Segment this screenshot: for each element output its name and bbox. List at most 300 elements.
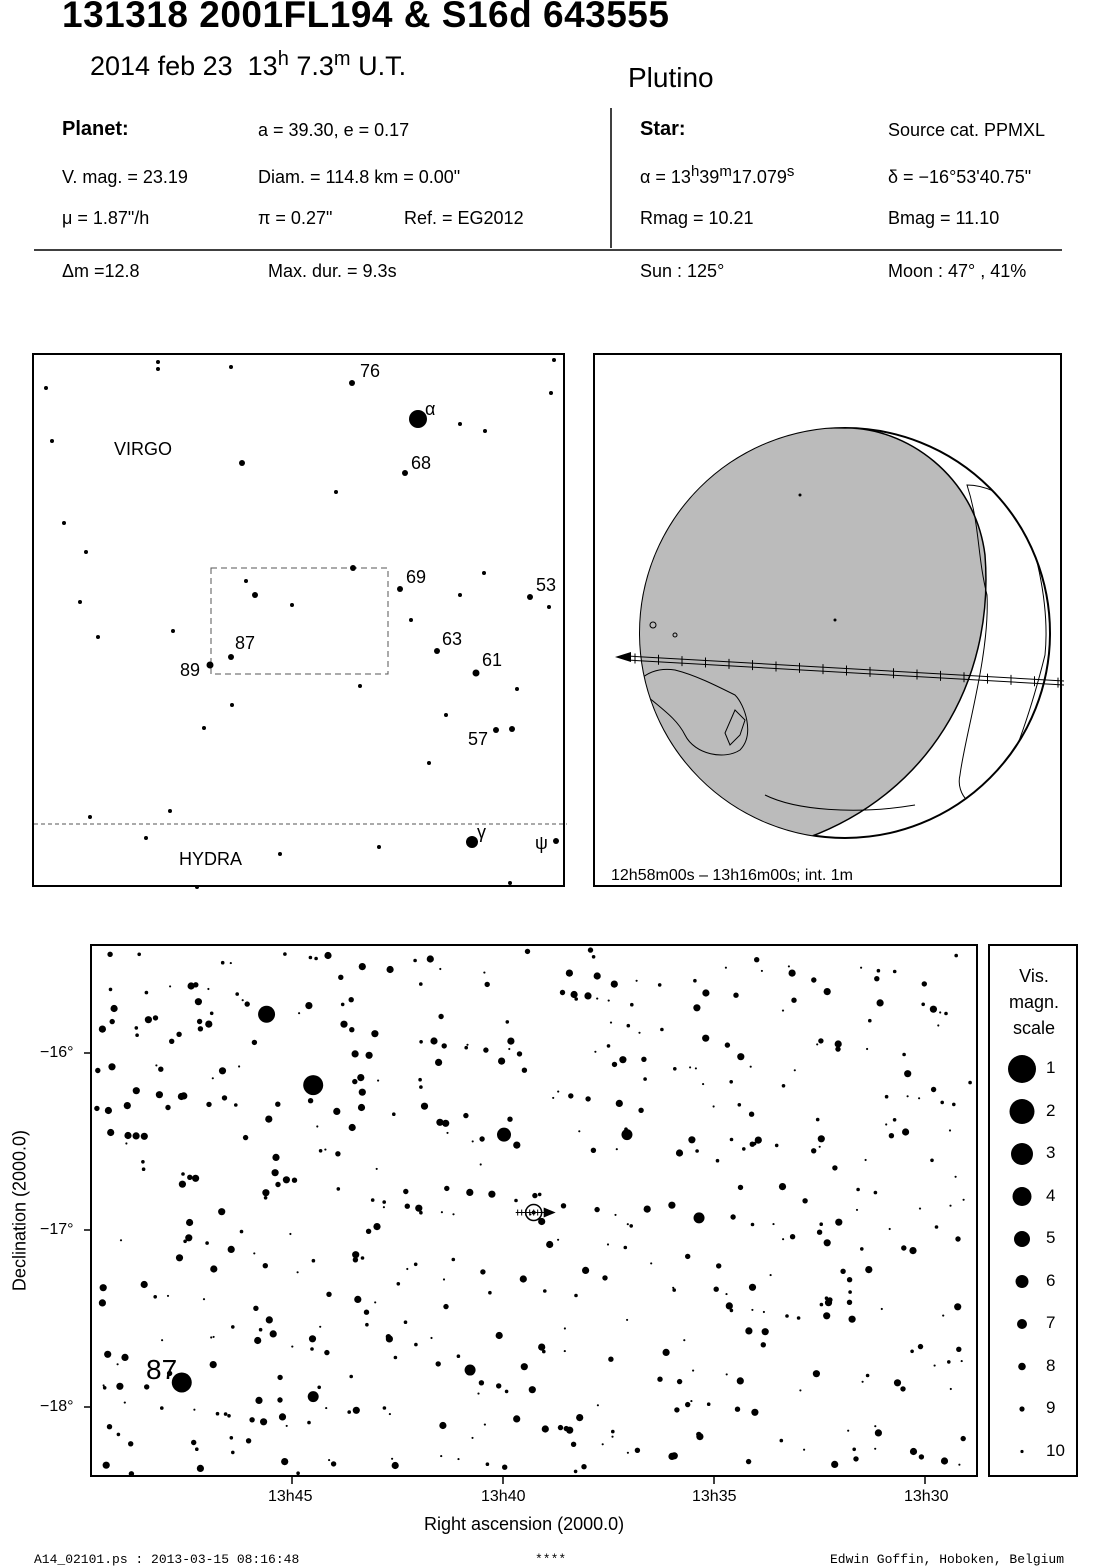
field-star xyxy=(222,1095,227,1100)
field-star xyxy=(270,1330,277,1337)
field-star xyxy=(591,1148,596,1153)
field-star xyxy=(108,1063,115,1070)
field-star xyxy=(852,1448,856,1452)
field-star xyxy=(347,1410,351,1414)
field-star xyxy=(443,1304,448,1309)
bright-star xyxy=(258,1006,275,1023)
field-star xyxy=(505,1390,509,1394)
field-star xyxy=(228,1246,235,1253)
field-star xyxy=(480,1163,482,1165)
field-star xyxy=(831,1461,838,1468)
field-star xyxy=(762,1328,769,1335)
y-tick-label-3: −18° xyxy=(40,1398,74,1415)
field-star xyxy=(788,965,790,967)
object-class: Plutino xyxy=(628,62,714,93)
field-star xyxy=(663,1349,670,1356)
field-star xyxy=(427,955,434,962)
field-star xyxy=(930,1006,937,1013)
field-star xyxy=(216,1412,220,1416)
field-star xyxy=(956,1347,961,1352)
field-star xyxy=(358,1104,365,1111)
field-star xyxy=(254,1337,261,1344)
field-star xyxy=(954,1303,961,1310)
field-star xyxy=(169,1039,174,1044)
x-tick-label-3: 13h35 xyxy=(692,1488,737,1505)
field-star xyxy=(746,1459,751,1464)
sun-elongation: Sun : 125° xyxy=(640,261,725,281)
field-star xyxy=(578,1130,580,1132)
legend-title-3: scale xyxy=(1012,1018,1056,1038)
field-star xyxy=(253,1252,255,1254)
field-star xyxy=(673,1067,677,1071)
star-label-57: 57 xyxy=(468,729,489,749)
field-star xyxy=(325,1407,327,1409)
finder-star xyxy=(230,703,234,707)
field-star xyxy=(479,1136,484,1141)
finder-star xyxy=(44,386,48,390)
field-star xyxy=(275,1102,280,1107)
field-star xyxy=(128,1441,133,1446)
field-star xyxy=(205,1021,212,1028)
bright-star xyxy=(694,1212,705,1223)
legend-dot xyxy=(1014,1231,1030,1247)
field-star xyxy=(797,1316,801,1320)
field-star xyxy=(484,1424,486,1426)
field-star xyxy=(309,956,313,960)
page-title: 131318 2001FL194 & S16d 643555 xyxy=(62,0,670,35)
field-star xyxy=(452,1258,456,1262)
field-star xyxy=(312,1259,316,1263)
field-star xyxy=(496,1383,501,1388)
field-star xyxy=(955,1176,957,1178)
field-star xyxy=(156,1091,163,1098)
field-star xyxy=(324,1149,326,1151)
field-star xyxy=(486,1462,490,1466)
field-star xyxy=(186,1219,193,1226)
field-star xyxy=(726,1373,728,1375)
field-star xyxy=(397,1282,401,1286)
bright-star xyxy=(308,1391,319,1402)
field-star xyxy=(234,1103,238,1107)
field-star xyxy=(485,982,490,987)
field-star xyxy=(213,1336,215,1338)
field-star xyxy=(176,1032,181,1037)
field-star xyxy=(180,1092,187,1099)
field-star xyxy=(775,1144,779,1148)
field-star xyxy=(813,1370,820,1377)
field-star xyxy=(107,952,112,957)
field-star xyxy=(227,1414,231,1418)
field-star xyxy=(725,1293,727,1295)
field-star xyxy=(183,1240,187,1244)
bright-star xyxy=(621,1129,632,1140)
footer-stars: **** xyxy=(535,1552,567,1567)
field-star xyxy=(875,1429,882,1436)
field-star xyxy=(405,1204,410,1209)
field-star xyxy=(922,981,927,986)
finder-star xyxy=(473,670,480,677)
field-star xyxy=(324,1350,329,1355)
field-star xyxy=(255,1397,262,1404)
max-duration: Max. dur. = 9.3s xyxy=(268,261,397,281)
field-star xyxy=(111,1005,118,1012)
field-star xyxy=(893,1118,897,1122)
field-star xyxy=(212,1077,214,1079)
field-star xyxy=(262,1189,269,1196)
legend-label: 7 xyxy=(1046,1313,1056,1332)
field-star xyxy=(472,1140,474,1142)
finder-star xyxy=(427,761,431,765)
field-star xyxy=(283,952,287,956)
field-star xyxy=(392,1112,396,1116)
finder-star xyxy=(239,460,245,466)
delta-mag: Δm =12.8 xyxy=(62,261,140,281)
field-star xyxy=(581,1464,586,1469)
field-star xyxy=(365,1323,369,1327)
field-star xyxy=(436,1119,443,1126)
field-star xyxy=(840,1269,845,1274)
field-star xyxy=(224,1412,228,1416)
field-star xyxy=(259,1328,263,1332)
field-star xyxy=(907,1095,909,1097)
field-star xyxy=(403,1189,408,1194)
field-star xyxy=(353,1407,360,1414)
field-star xyxy=(210,1361,217,1368)
field-star xyxy=(862,1381,864,1383)
field-star xyxy=(466,1044,468,1046)
field-star xyxy=(761,970,763,972)
finder-star xyxy=(552,358,556,362)
field-star xyxy=(297,1271,299,1273)
legend-title-2: magn. xyxy=(1008,992,1060,1012)
field-star xyxy=(638,1108,643,1113)
finder-star xyxy=(458,593,462,597)
field-star xyxy=(588,947,593,952)
field-star xyxy=(611,1430,615,1434)
legend-label: 5 xyxy=(1046,1228,1056,1247)
legend-label: 10 xyxy=(1046,1440,1065,1460)
field-star xyxy=(742,1147,746,1151)
field-star xyxy=(627,1452,629,1454)
field-star xyxy=(763,1311,765,1313)
field-star xyxy=(193,1409,195,1411)
field-star xyxy=(772,1223,774,1225)
field-star xyxy=(683,1339,685,1341)
field-star xyxy=(782,1238,784,1240)
field-star xyxy=(103,1462,110,1469)
field-star xyxy=(574,1470,578,1474)
field-star xyxy=(513,1415,520,1422)
field-star xyxy=(735,1407,740,1412)
field-star xyxy=(155,1064,157,1066)
field-star xyxy=(477,1393,479,1395)
field-star xyxy=(629,1224,633,1228)
finder-stars xyxy=(34,355,567,889)
field-star xyxy=(737,1053,744,1060)
field-star xyxy=(794,1069,796,1071)
field-star xyxy=(452,1213,454,1215)
field-star xyxy=(885,1095,889,1099)
field-star xyxy=(596,998,598,1000)
field-star xyxy=(488,1191,495,1198)
alpha-h: h xyxy=(690,163,700,180)
field-star xyxy=(921,1003,925,1007)
field-star xyxy=(507,1117,512,1122)
field-star xyxy=(440,1455,442,1457)
finder-star xyxy=(88,815,92,819)
footer-file: A14_02101.ps : 2013-03-15 08:16:48 xyxy=(34,1552,300,1567)
field-star xyxy=(192,1175,199,1182)
field-star xyxy=(95,1068,100,1073)
field-star xyxy=(197,1019,202,1024)
field-star xyxy=(520,1275,527,1282)
legend-label: 9 xyxy=(1046,1398,1056,1417)
field-star xyxy=(153,1295,157,1299)
field-star xyxy=(125,1142,127,1144)
field-star xyxy=(608,1357,613,1362)
moon-info: Moon : 47° , 41% xyxy=(888,261,1027,281)
field-star xyxy=(141,1160,145,1164)
field-star xyxy=(910,1448,917,1455)
field-star xyxy=(733,993,738,998)
field-star xyxy=(275,1182,280,1187)
field-star xyxy=(187,1175,192,1180)
field-star xyxy=(860,967,862,969)
field-star xyxy=(961,1360,963,1362)
field-star xyxy=(382,1200,386,1204)
field-star xyxy=(281,1458,288,1465)
finder-star xyxy=(144,836,148,840)
finder-star xyxy=(434,648,440,654)
legend-label: 8 xyxy=(1046,1355,1056,1375)
field-star xyxy=(317,1386,321,1390)
field-star xyxy=(414,1343,418,1347)
field-star xyxy=(205,1241,209,1245)
field-star xyxy=(383,1406,387,1410)
field-star xyxy=(877,999,884,1006)
field-star xyxy=(105,1107,112,1114)
field-star xyxy=(231,1325,235,1329)
field-star xyxy=(266,1316,273,1323)
field-star xyxy=(406,1268,408,1270)
field-star xyxy=(443,1278,445,1280)
field-star xyxy=(630,1003,634,1007)
field-star xyxy=(438,1014,443,1019)
field-star xyxy=(133,1132,140,1139)
field-star xyxy=(856,1188,860,1192)
field-star xyxy=(419,982,423,986)
field-star xyxy=(386,1334,391,1339)
field-star xyxy=(349,997,354,1002)
constellation-virgo: VIRGO xyxy=(114,439,173,459)
finder-star xyxy=(509,726,515,732)
field-star xyxy=(561,1203,566,1208)
legend-dot xyxy=(1017,1319,1027,1329)
field-star xyxy=(483,972,485,974)
field-star xyxy=(607,1044,611,1048)
field-star xyxy=(419,1040,423,1044)
field-star xyxy=(529,1386,536,1393)
field-star xyxy=(292,1178,297,1183)
field-star xyxy=(676,1149,683,1156)
field-star xyxy=(619,1056,626,1063)
field-star xyxy=(277,1375,282,1380)
field-star xyxy=(430,1337,432,1339)
field-star xyxy=(934,1365,936,1367)
field-star xyxy=(525,949,530,954)
planet-vmag: V. mag. = 23.19 xyxy=(62,167,188,187)
field-star xyxy=(305,1002,312,1009)
earth-map xyxy=(593,353,1062,887)
date-text: 2014 feb 23 xyxy=(90,51,233,81)
field-star xyxy=(117,1363,119,1365)
field-star xyxy=(716,1159,720,1163)
field-star xyxy=(874,1425,876,1427)
finder-star xyxy=(483,429,487,433)
field-star xyxy=(383,1206,385,1208)
star-heading: Star: xyxy=(640,118,686,140)
field-star xyxy=(693,1004,700,1011)
field-star xyxy=(263,1263,268,1268)
field-star xyxy=(444,1186,449,1191)
field-star xyxy=(729,1080,733,1084)
field-star xyxy=(749,1112,754,1117)
field-star xyxy=(221,961,225,965)
field-star xyxy=(506,1020,510,1024)
star-bmag: Bmag = 11.10 xyxy=(888,208,1000,228)
field-star xyxy=(135,1033,139,1037)
field-star xyxy=(737,1377,744,1384)
field-star xyxy=(685,1254,690,1259)
field-star xyxy=(608,1000,610,1002)
field-star xyxy=(109,988,113,992)
field-star xyxy=(210,1336,212,1338)
hour-value: 13 xyxy=(247,51,278,81)
field-star xyxy=(751,1223,755,1227)
field-star xyxy=(865,1266,872,1273)
field-star xyxy=(191,1440,196,1445)
field-star xyxy=(658,983,662,987)
field-star xyxy=(439,1422,446,1429)
field-star xyxy=(522,1068,527,1073)
field-star xyxy=(243,1135,248,1140)
star-source: Source cat. PPMXL xyxy=(888,120,1046,140)
field-star xyxy=(611,1436,613,1438)
field-star xyxy=(153,1015,158,1020)
field-star xyxy=(124,1132,131,1139)
minute-value: 7.3 xyxy=(296,51,334,81)
field-star xyxy=(210,1265,217,1272)
planet-heading: Planet: xyxy=(62,118,129,140)
star-label-69: 69 xyxy=(406,567,427,587)
field-star xyxy=(643,1077,647,1081)
field-star xyxy=(779,1183,786,1190)
field-star xyxy=(389,1413,391,1415)
footer-author: Edwin Goffin, Hoboken, Belgium xyxy=(830,1552,1065,1567)
field-star xyxy=(361,1256,365,1260)
field-star xyxy=(310,1347,314,1351)
field-star xyxy=(117,1433,121,1437)
field-star xyxy=(538,1344,545,1351)
field-star xyxy=(242,999,244,1001)
field-star xyxy=(99,1026,106,1033)
field-star xyxy=(939,1011,941,1013)
field-star xyxy=(824,988,831,995)
field-star xyxy=(942,1315,944,1317)
field-star xyxy=(333,1108,340,1115)
field-star xyxy=(811,1148,816,1153)
legend-title-1: Vis. xyxy=(1019,966,1049,986)
field-star xyxy=(103,1384,105,1386)
field-star xyxy=(394,1356,398,1360)
hour-unit: h xyxy=(277,48,289,70)
field-star xyxy=(958,1464,960,1466)
legend-label: 1 xyxy=(1046,1058,1056,1077)
finder-star xyxy=(508,881,512,885)
field-star xyxy=(307,1421,311,1425)
field-star xyxy=(230,1436,234,1440)
finder-star xyxy=(493,727,499,733)
planet-diameter: Diam. = 114.8 km = 0.00" xyxy=(258,167,461,187)
field-star xyxy=(674,1407,679,1412)
finder-star xyxy=(78,600,82,604)
bright-star xyxy=(465,1365,476,1376)
field-star xyxy=(124,1402,126,1404)
x-axis-label: Right ascension (2000.0) xyxy=(424,1514,625,1534)
field-star xyxy=(702,1083,704,1085)
field-star xyxy=(353,1257,358,1262)
field-star xyxy=(685,1402,690,1407)
field-star xyxy=(100,1284,107,1291)
field-star xyxy=(874,1448,876,1450)
finder-star xyxy=(553,838,559,844)
field-star xyxy=(272,1169,279,1176)
star-label-53: 53 xyxy=(536,575,557,595)
field-star xyxy=(695,1067,697,1069)
zoom-region xyxy=(211,568,388,674)
field-star xyxy=(357,1074,364,1081)
field-star xyxy=(668,1453,675,1460)
field-star xyxy=(457,1354,461,1358)
field-star xyxy=(507,1038,514,1045)
field-star xyxy=(725,1042,730,1047)
bright-star xyxy=(497,1128,511,1142)
field-star xyxy=(176,1254,183,1261)
field-star xyxy=(557,1239,559,1241)
field-star xyxy=(240,1230,244,1234)
field-star xyxy=(584,992,591,999)
field-star xyxy=(702,989,709,996)
field-star xyxy=(919,1454,924,1459)
field-star xyxy=(611,981,618,988)
field-star xyxy=(418,1078,422,1082)
field-star xyxy=(881,1308,883,1310)
field-star xyxy=(716,1263,721,1268)
path-direction-arrow xyxy=(615,652,631,662)
field-star xyxy=(371,1030,378,1037)
field-star xyxy=(901,1245,906,1250)
field-star xyxy=(252,1040,257,1045)
x-tick-label-2: 13h40 xyxy=(481,1488,526,1505)
field-star xyxy=(483,1047,488,1052)
legend-dot xyxy=(1008,1055,1036,1083)
field-star xyxy=(120,1239,122,1241)
field-star xyxy=(868,1019,872,1023)
field-star xyxy=(141,1281,148,1288)
field-star xyxy=(436,1361,441,1366)
field-star xyxy=(848,1290,852,1294)
x-tick-label-1: 13h45 xyxy=(268,1488,313,1505)
